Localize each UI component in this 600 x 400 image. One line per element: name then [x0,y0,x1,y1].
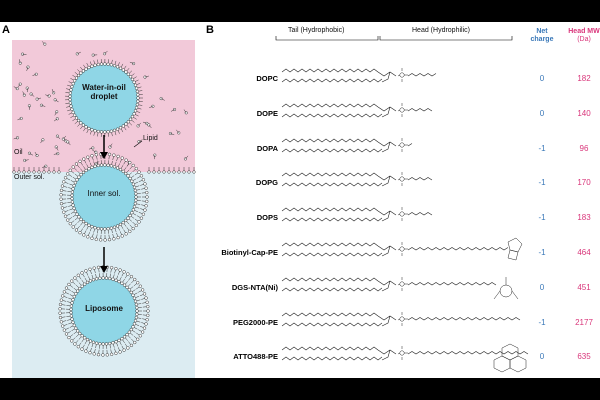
head-mw-value: 140 [577,109,591,118]
lipid-row [200,201,600,235]
down-arrow-icon [100,247,108,273]
head-mw-value: 170 [577,178,591,187]
lipid-structure [280,166,530,200]
lipid-label: Lipid [143,135,158,142]
lipid-name: Biotinyl-Cap-PE [221,248,278,257]
droplet-label: Water-in-oil droplet [82,83,126,101]
net-charge-value: -1 [538,144,546,153]
liposome-label: Liposome [85,304,123,313]
lipid-name: DGS-NTA(Ni) [231,283,278,292]
figure [0,22,600,378]
lipid-row [200,271,600,305]
inner-solution-label: Inner sol. [87,189,121,198]
lipid-row [200,97,600,131]
lipid-structure [280,340,530,374]
lipid-name: ATTO488-PE [233,352,278,361]
net-charge-value: -1 [538,178,546,187]
lipid-structure [280,271,530,305]
lipid-name: DOPS [256,213,278,222]
net-charge-value: 0 [539,109,545,118]
lipid-structure [280,97,530,131]
lipid-structure [280,306,530,340]
panel-a-diagram [0,22,200,378]
net-charge-value: -1 [538,213,546,222]
lipid-structure [280,132,530,166]
net-charge-value: 0 [539,74,545,83]
net-charge-header: Net charge [530,28,554,43]
lipid-name: DOPE [256,109,278,118]
tail-header: Tail (Hydrophobic) [288,27,345,34]
panel-a [0,22,200,378]
lipid-name: DOPA [256,144,278,153]
head-mw-label: Head MW [568,28,600,35]
head-mw-value: 183 [577,213,591,222]
head-mw-value: 451 [577,283,591,292]
panel-b-letter: B [206,24,214,36]
lipid-structure [280,201,530,235]
lipid-row [200,306,600,340]
lipid-row [200,132,600,166]
oil-label: Oil [14,149,23,156]
head-mw-value: 2177 [575,318,593,327]
net-charge-value: -1 [538,318,546,327]
net-charge-value: 0 [539,283,545,292]
lipid-name: DOPC [256,74,278,83]
lipid-row [200,340,600,374]
net-charge-value: -1 [538,248,546,257]
head-mw-value: 96 [579,144,589,153]
head-mw-value: 635 [577,352,591,361]
lipid-structure [280,236,530,270]
outer-solution-label: Outer sol. [14,174,45,181]
lipid-structure [280,62,530,96]
lipid-row [200,236,600,270]
net-charge-value: 0 [539,352,545,361]
head-mw-value: 464 [577,248,591,257]
head-mw-unit: (Da) [577,36,591,43]
lipid-name: PEG2000-PE [232,318,278,327]
head-mw-value: 182 [577,74,591,83]
head-mw-header [568,28,600,44]
head-header: Head (Hydrophilic) [412,27,470,34]
panel-a-letter: A [2,24,10,36]
panel-b [200,22,600,378]
lipid-row [200,62,600,96]
lipid-name: DOPG [255,178,278,187]
lipid-row [200,166,600,200]
